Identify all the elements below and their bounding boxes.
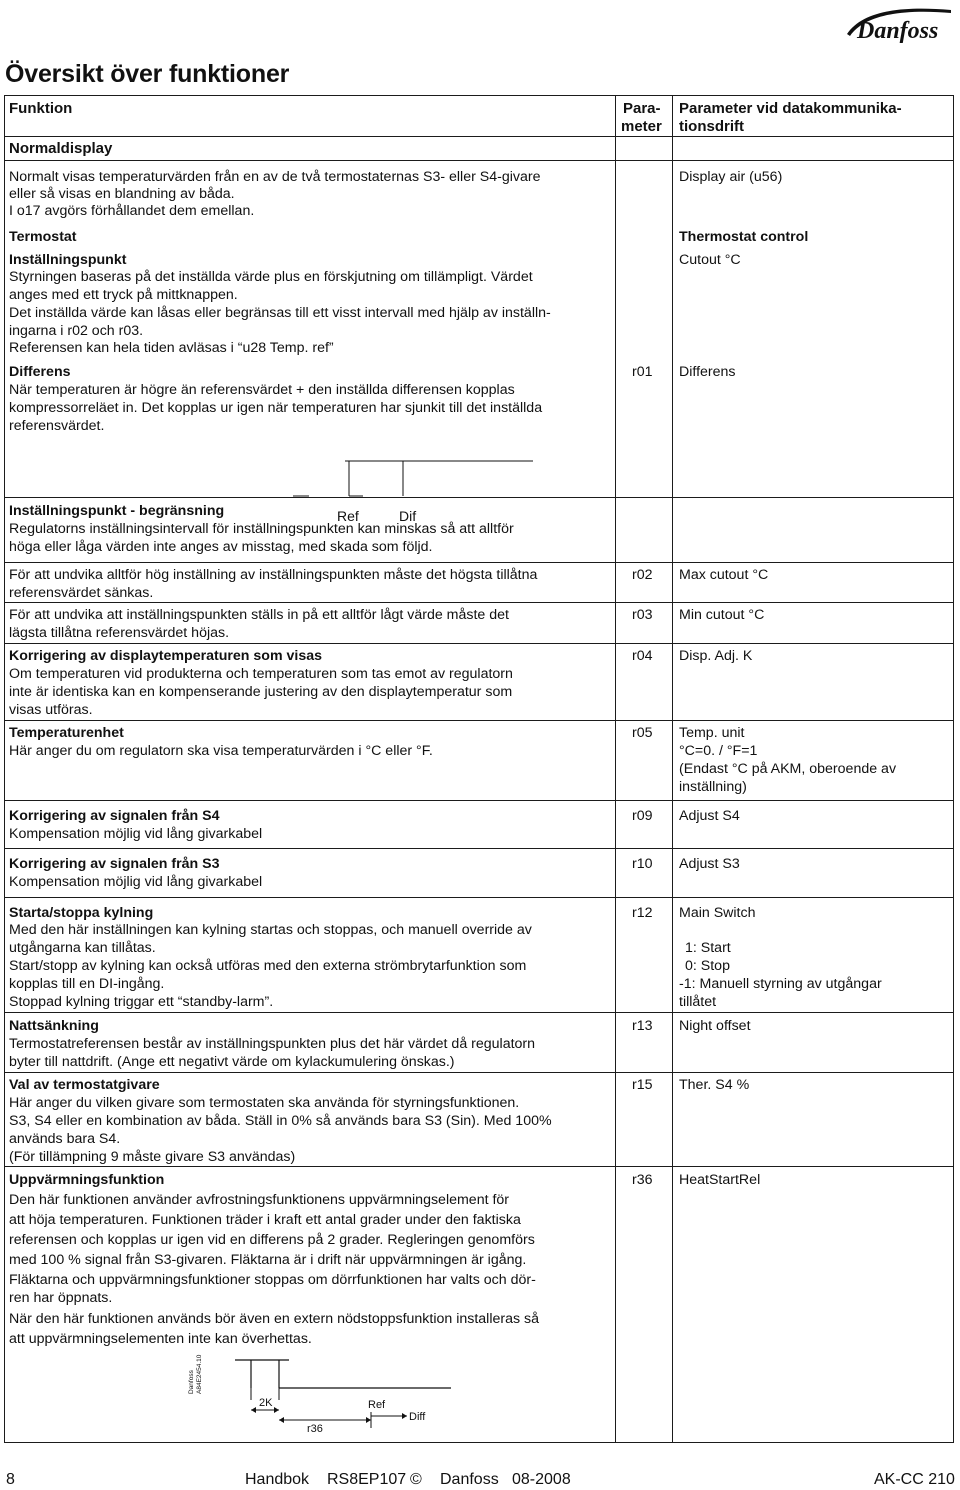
header-divider	[5, 136, 954, 137]
text-line: S3, S4 eller en kombination av båda. Ställ in 0% så används bara S3 (Sin). Med 100%	[9, 1113, 552, 1129]
row-divider	[5, 562, 954, 563]
heading-adjust-s3: Korrigering av signalen från S3	[9, 856, 220, 872]
heading-limit: Inställningspunkt - begränsning	[9, 503, 225, 519]
text-line: höga eller låga värden inte anges av misstag, med skada som följd.	[9, 539, 433, 555]
comm-temp-unit: Temp. unit	[679, 725, 745, 741]
header-comm-1: Parameter vid datakommunika-	[679, 100, 902, 117]
dif-label: Dif	[399, 508, 417, 524]
comm-adjust-s4: Adjust S4	[679, 808, 740, 824]
text-line: Referensen kan hela tiden avläsas i “u28 Temp. ref”	[9, 340, 334, 356]
text-line: Den här funktionen använder avfrostningsfunktionens uppvärmningselement för	[9, 1192, 510, 1208]
text-line: Termostatreferensen består av inställningspunkten plus det här värdet då regulatorn	[9, 1036, 536, 1052]
text-line: referensvärdet.	[9, 418, 105, 434]
footer-copyright: ©	[410, 1471, 422, 1488]
text-line: att uppvärmningselementen inte kan överhettas.	[9, 1331, 312, 1347]
text-line: visas utföras.	[9, 702, 93, 718]
text-line: referensvärdet sänkas.	[9, 585, 154, 601]
text-line: används bara S4.	[9, 1131, 121, 1147]
text-line: Med den här inställningen kan kylning startas och stoppas, och manuell override av	[9, 922, 532, 938]
param-r36: r36	[632, 1172, 653, 1188]
text-line: Kompensation möjlig vid lång givarkabel	[9, 874, 263, 890]
text-line: Här anger du vilken givare som termostaten ska använda för styrningsfunktionen.	[9, 1095, 520, 1111]
row-divider	[5, 643, 954, 644]
comm-disp-adj: Disp. Adj. K	[679, 648, 753, 664]
comm-main-switch-option: tillåtet	[679, 994, 717, 1010]
svg-text:Danfoss: Danfoss	[857, 18, 939, 44]
diff-label: Diff	[409, 1411, 426, 1423]
comm-main-switch: Main Switch	[679, 905, 756, 921]
param-r02: r02	[632, 567, 653, 583]
header-param-2: meter	[621, 118, 662, 135]
watermark-line-2: A84E2454.10	[196, 1354, 203, 1394]
text-line: referensen och kopplas ur igen vid en differens på 2 grader. Regleringen genomförs	[9, 1232, 535, 1248]
comm-adjust-s3: Adjust S3	[679, 856, 740, 872]
param-r12: r12	[632, 905, 653, 921]
page-title: Översikt över funktioner	[5, 60, 290, 88]
text-line: inte är identiska kan en kompenserande justering av den displaytemperatur som	[9, 684, 513, 700]
row-divider	[5, 160, 954, 161]
row-divider	[5, 602, 954, 603]
row-divider	[5, 720, 954, 721]
comm-thermostat-control: Thermostat control	[679, 229, 809, 245]
text-line: ingarna i r02 och r03.	[9, 323, 144, 339]
header-param-1: Para-	[623, 100, 661, 117]
footer-manual: Handbok	[245, 1471, 310, 1488]
footer-code: RS8EP107	[327, 1471, 407, 1488]
header-comm-2: tionsdrift	[679, 118, 744, 135]
heating-function-diagram	[181, 1346, 481, 1436]
param-r10: r10	[632, 856, 653, 872]
arrow-head	[402, 1413, 407, 1419]
footer-date: 08-2008	[512, 1471, 571, 1488]
text-line: utgångarna kan tillåtas.	[9, 940, 156, 956]
row-divider	[5, 897, 954, 898]
comm-night-offset: Night offset	[679, 1018, 751, 1034]
footer-brand: Danfoss	[440, 1471, 499, 1488]
header-function: Funktion	[9, 100, 73, 117]
comm-min-cutout: Min cutout °C	[679, 607, 765, 623]
text-line: Om temperaturen vid produkterna och temperaturen som tas emot av regulatorn	[9, 666, 513, 682]
heading-thermostat-sensor: Val av termostatgivare	[9, 1077, 160, 1093]
page-number: 8	[6, 1471, 15, 1488]
text-line: lägsta tillåtna referensvärdet höjas.	[9, 625, 230, 641]
row-divider	[5, 497, 954, 498]
comm-main-switch-option: 1: Start	[685, 940, 731, 956]
page-footer	[0, 1470, 960, 1490]
text-line: Här anger du om regulatorn ska visa temperaturvärden i °C eller °F.	[9, 743, 433, 759]
param-r04: r04	[632, 648, 653, 664]
text-line: med 100 % signal från S3-givaren. Fläktarna är i drift när uppvärmningen är igång.	[9, 1252, 527, 1268]
text-line: Stoppad kylning triggar ett “standby-larm”.	[9, 994, 274, 1010]
danfoss-logo	[843, 4, 955, 44]
heading-night-setback: Nattsänkning	[9, 1018, 99, 1034]
heading-start-stop: Starta/stoppa kylning	[9, 905, 154, 921]
heading-temp-unit: Temperaturenhet	[9, 725, 124, 741]
text-line: När den här funktionen används bör även en extern nödstoppsfunktion installeras så	[9, 1311, 540, 1327]
text-line: Normalt visas temperaturvärden från en av de två termostaternas S3- eller S4-givare	[9, 169, 541, 185]
text-line: I o17 avgörs förhållandet dem emellan.	[9, 203, 255, 219]
heading-display-adjust: Korrigering av displaytemperaturen som visas	[9, 648, 323, 664]
text-line: byter till nattdrift. (Ange ett negativt värde om kylackumulering önskas.)	[9, 1054, 455, 1070]
ref-label: Ref	[368, 1399, 386, 1411]
section-normaldisplay: Normaldisplay	[9, 140, 113, 157]
comm-main-switch-option: 0: Stop	[685, 958, 730, 974]
text-line: kopplas till en DI-ingång.	[9, 976, 165, 992]
comm-display-air: Display air (u56)	[679, 169, 783, 185]
text-line: Regulatorns inställningsintervall för inställningspunkten kan minskas så att alltför	[9, 521, 514, 537]
row-divider	[5, 800, 954, 801]
text-line: ren har öppnats.	[9, 1290, 113, 1306]
text-line: att höja temperaturen. Funktionen träder i kraft ett antal grader under den faktiska	[9, 1212, 521, 1228]
footer-product: AK-CC 210	[874, 1471, 955, 1488]
r36-label: r36	[307, 1423, 323, 1435]
comm-heatstartrel: HeatStartRel	[679, 1172, 761, 1188]
row-divider	[5, 848, 954, 849]
section-termostat: Termostat	[9, 229, 77, 245]
row-divider	[5, 1166, 954, 1167]
param-r13: r13	[632, 1018, 653, 1034]
comm-main-switch-option: -1: Manuell styrning av utgångar	[679, 976, 882, 992]
heading-setpoint: Inställningspunkt	[9, 252, 127, 268]
text-line: Kompensation möjlig vid lång givarkabel	[9, 826, 263, 842]
row-divider	[5, 1012, 954, 1013]
text-line: Start/stopp av kylning kan också utföras med den externa strömbrytarfunktion som	[9, 958, 527, 974]
comm-max-cutout: Max cutout °C	[679, 567, 769, 583]
param-r03: r03	[632, 607, 653, 623]
param-r05: r05	[632, 725, 653, 741]
comm-temp-unit-note: inställning)	[679, 779, 747, 795]
2k-label: 2K	[259, 1397, 273, 1409]
param-r15: r15	[632, 1077, 653, 1093]
heading-adjust-s4: Korrigering av signalen från S4	[9, 808, 220, 824]
comm-cutout: Cutout °C	[679, 252, 741, 268]
text-line: eller så visas en blandning av båda.	[9, 186, 235, 202]
heading-heating-function: Uppvärmningsfunktion	[9, 1172, 165, 1188]
comm-temp-unit-values: °C=0. / °F=1	[679, 743, 758, 759]
text-line: Fläktarna och uppvärmningsfunktioner stoppas om dörrfunktionen har valts och dör-	[9, 1272, 536, 1288]
text-line: För att undvika alltför hög inställning av inställningspunkten måste det högsta tillåtna	[9, 567, 538, 583]
column-divider	[615, 96, 616, 1443]
heading-differens: Differens	[9, 364, 71, 380]
text-line: För att undvika att inställningspunkten ställs in på ett alltför lågt värde måste det	[9, 607, 509, 623]
watermark-line-1: Danfoss	[188, 1370, 195, 1394]
text-line: Styrningen baseras på det inställda värde plus en förskjutning om tillämpligt. Värdet	[9, 269, 533, 285]
column-divider	[672, 96, 673, 1443]
param-r01: r01	[632, 364, 653, 380]
text-line: kompressorreläet in. Det kopplas ur igen när temperaturen har sjunkit till det inställda	[9, 400, 543, 416]
comm-ther-s4: Ther. S4 %	[679, 1077, 750, 1093]
ref-label: Ref	[337, 508, 359, 524]
row-divider	[5, 1072, 954, 1073]
text-line: (För tillämpning 9 måste givare S3 användas)	[9, 1149, 296, 1165]
text-line: Det inställda värde kan låsas eller begränsas till ett visst intervall med hjälp av inställn-	[9, 305, 551, 321]
comm-temp-unit-note: (Endast °C på AKM, oberoende av	[679, 761, 897, 777]
function-table	[4, 95, 954, 1443]
text-line: När temperaturen är högre än referensvärdet + den inställda differensen kopplas	[9, 382, 515, 398]
param-r09: r09	[632, 808, 653, 824]
text-line: anges med ett tryck på mittknappen.	[9, 287, 238, 303]
differential-diagram	[285, 451, 545, 531]
comm-differens: Differens	[679, 364, 736, 380]
